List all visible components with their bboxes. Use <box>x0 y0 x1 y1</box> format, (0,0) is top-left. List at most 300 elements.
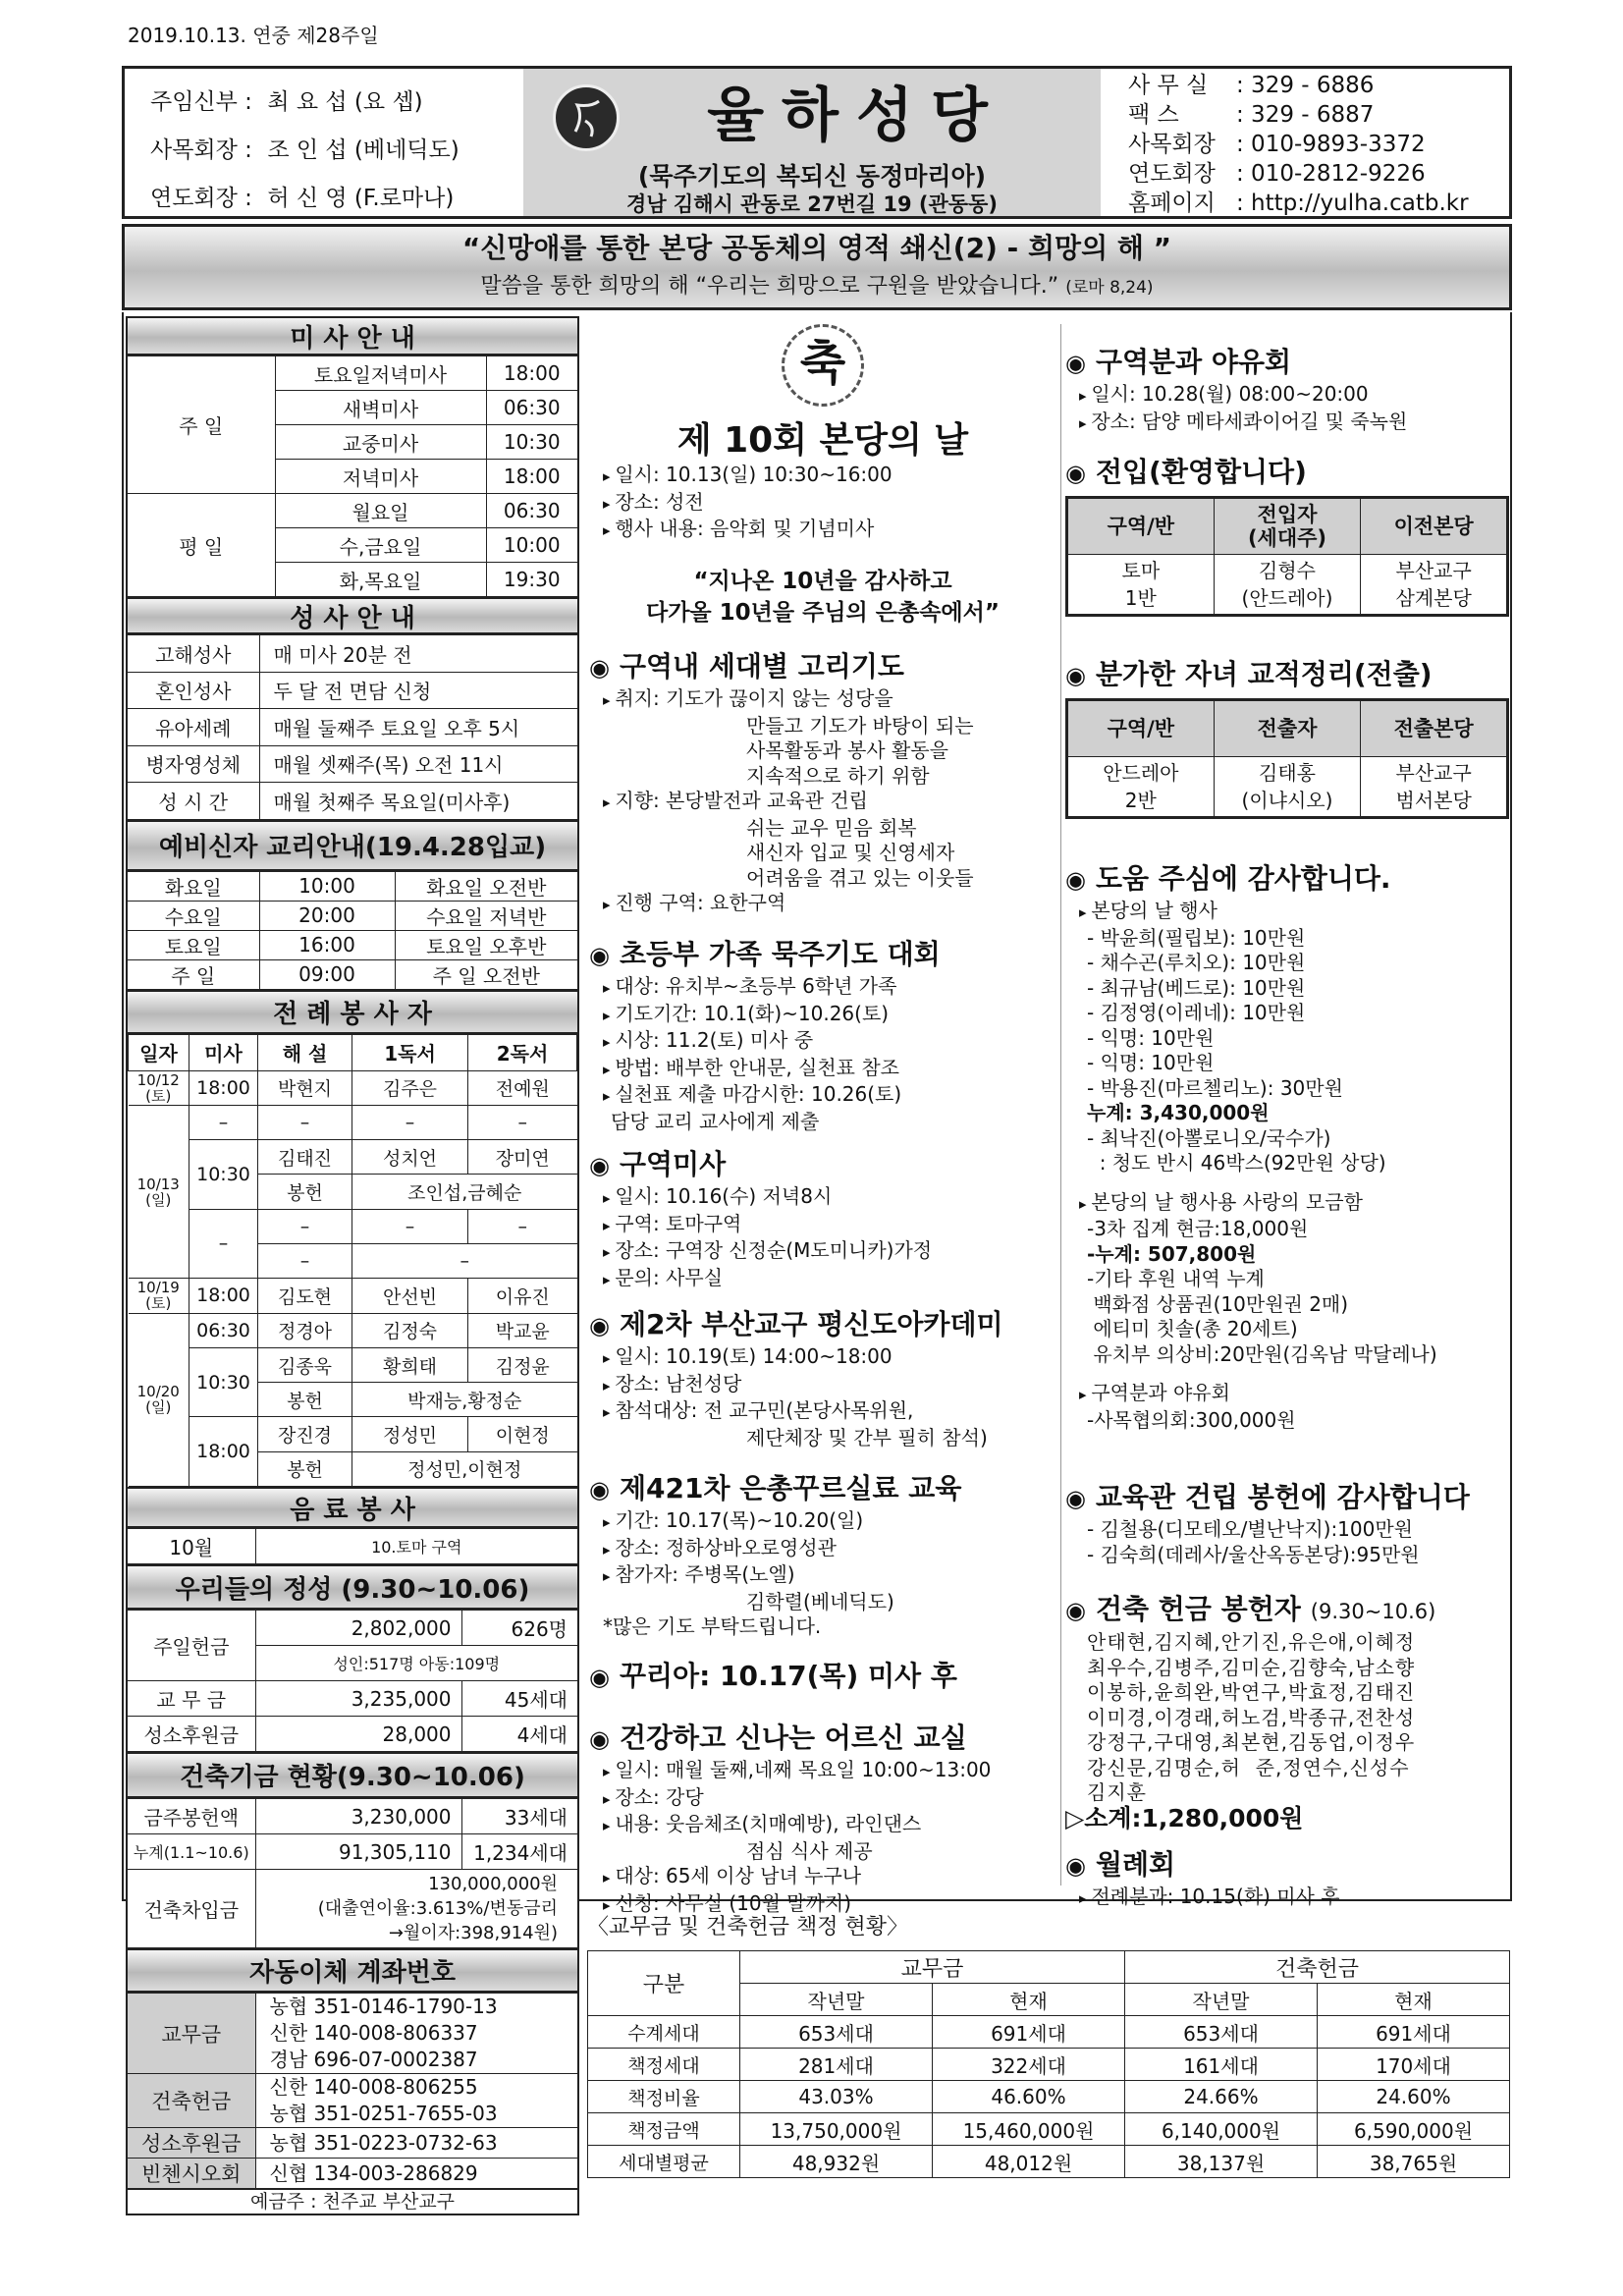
notice-item: 백화점 상품권(10만원권 2매) <box>1087 1291 1349 1316</box>
account-row <box>128 2128 577 2159</box>
church-logo-icon <box>553 84 620 151</box>
quota-row <box>588 2016 1510 2049</box>
name-cell: 이현정 <box>468 1417 577 1451</box>
notice-item: - 김숙희(데레사/울산옥동본당):95만원 <box>1087 1542 1420 1566</box>
mass-time: 10:00 <box>486 528 577 563</box>
section-heading <box>1065 1479 1509 1517</box>
quota-table <box>587 1950 1510 2178</box>
target-bullet-icon: ◉ <box>1065 866 1086 894</box>
contact-value: : 010-9893-3372 <box>1236 132 1426 157</box>
count: 45세대 <box>461 1681 577 1717</box>
sub-header: 현재 <box>933 1984 1125 2016</box>
target-bullet-icon: ◉ <box>1065 1852 1086 1880</box>
sacrament-schedule: 매월 셋째주(목) 오전 11시 <box>259 745 577 783</box>
quota-value: 691세대 <box>933 2016 1125 2049</box>
target-bullet-icon: ◉ <box>589 1152 610 1179</box>
quota-value: 281세대 <box>740 2049 933 2081</box>
account-number: 신한 140-008-806255 <box>269 2075 478 2100</box>
notice-item: 최우수,김병주,김미순,김향숙,남소향 <box>1087 1655 1416 1679</box>
loan-rate: (대출연이율:3.613%/변동금리 <box>317 1898 558 1920</box>
quota-value: 170세대 <box>1318 2049 1510 2081</box>
quota-value: 43.03% <box>740 2081 933 2113</box>
sacrament-name: 유아세례 <box>128 709 259 746</box>
accounts-table <box>128 1993 577 2189</box>
row-label: 책정금액 <box>588 2113 740 2146</box>
notice-section <box>589 648 1056 918</box>
name-cell: 성치언 <box>352 1140 468 1175</box>
role-cell: 봉헌 <box>258 1175 352 1209</box>
name-cell: 박교윤 <box>468 1313 577 1347</box>
notice-table <box>1065 698 1509 819</box>
drinks-header: 음 료 봉 사 <box>128 1487 577 1528</box>
name-cell: – <box>468 1105 577 1139</box>
name-cell: 김주은 <box>352 1070 468 1105</box>
quota-status-section <box>587 1910 1510 2178</box>
section-title: 구역미사 <box>619 1148 727 1180</box>
class-time: 20:00 <box>259 901 395 930</box>
notice-item: ▸ 장소: 강당 <box>589 1785 1056 1813</box>
target-bullet-icon: ◉ <box>1065 460 1086 487</box>
notice-item: - 김정영(이레네): 10만원 <box>1087 1001 1306 1024</box>
amount: 2,802,000 <box>255 1611 461 1646</box>
sacrament-name: 혼인성사 <box>128 672 259 709</box>
theme-title: “신망애를 통한 본당 공동체의 영적 쇄신(2) - 희망의 해 ” <box>461 232 1172 264</box>
count: 4세대 <box>461 1717 577 1752</box>
section-title: 제2차 부산교구 평신도아카데미 <box>619 1308 1003 1340</box>
notice-item: ▷소계:1,280,000원 <box>1065 1803 1304 1832</box>
name-cell: 장미연 <box>468 1140 577 1175</box>
weekday-label: 평 일 <box>128 494 275 597</box>
amount: 3,230,000 <box>255 1799 461 1834</box>
loan-interest: →월이자:398,914원) <box>388 1923 558 1944</box>
staff-label: 주임신부 : <box>150 89 252 115</box>
section-title: 구역내 세대별 고리기도 <box>619 650 904 683</box>
section-heading <box>1065 1591 1509 1630</box>
quota-value: 161세대 <box>1125 2049 1318 2081</box>
col-header: 이전본당 <box>1361 498 1508 555</box>
sunday-label: 주 일 <box>128 356 275 494</box>
anniversary-title: 제 10회 본당의 날 <box>676 420 969 461</box>
class-row <box>128 930 577 959</box>
contact-value: : 329 - 6886 <box>1236 73 1375 98</box>
class-name: 수요일 저녁반 <box>395 901 577 930</box>
mass-time: 18:00 <box>486 460 577 494</box>
sacrament-name: 고해성사 <box>128 635 259 673</box>
quota-value: 6,140,000원 <box>1125 2113 1318 2146</box>
col-header: 전입자 (세대주) <box>1214 498 1361 555</box>
contact-value: : 010-2812-9226 <box>1236 161 1426 187</box>
quota-value: 38,137원 <box>1125 2146 1318 2178</box>
notice-item: 만들고 기도가 바탕이 되는 <box>746 713 974 738</box>
row-label: 주일헌금 <box>128 1611 255 1681</box>
account-number: 경남 696-07-0002387 <box>269 2048 478 2072</box>
section-heading <box>1065 860 1509 899</box>
masthead <box>122 66 1512 219</box>
col-header: 일자 <box>129 1034 189 1070</box>
quota-value: 48,012원 <box>933 2146 1125 2178</box>
corner-header: 구분 <box>588 1951 740 2016</box>
name-cell: – <box>352 1243 577 1278</box>
theme-reference: (로마 8,24) <box>1065 278 1154 298</box>
section-title: 분가한 자녀 교적정리(전출) <box>1095 658 1433 690</box>
class-time: 10:00 <box>259 871 395 901</box>
group-header: 교무금 <box>740 1951 1125 1984</box>
col-header: 전출자 <box>1214 700 1361 757</box>
col-header: 미사 <box>189 1034 258 1070</box>
notice-item: ▸ 시상: 11.2(토) 미사 중 <box>589 1028 1056 1056</box>
attendance-detail: 성인:517명 아동:109명 <box>255 1646 577 1681</box>
section-heading <box>589 936 1056 974</box>
sacrament-schedule: 매 미사 20분 전 <box>259 635 577 673</box>
notice-item: - 박윤희(필립보): 10만원 <box>1087 925 1306 950</box>
row-label: 금주봉헌액 <box>128 1799 255 1834</box>
contact-label: 연도회장 <box>1128 161 1216 187</box>
notice-item: - 최규남(베드로): 10만원 <box>1087 975 1306 1000</box>
row-label: 책정비율 <box>588 2081 740 2113</box>
church-title-block <box>523 69 1101 216</box>
notice-item: 이미경,이경래,허노검,박종규,전찬성 <box>1087 1705 1416 1729</box>
name-cell: 정성민 <box>352 1417 468 1451</box>
notice-section <box>1065 1591 1509 1831</box>
mass-name: 교중미사 <box>275 425 486 460</box>
anniversary-item: ▸ 행사 내용: 음악회 및 기념미사 <box>589 517 1056 544</box>
section-heading <box>1065 344 1509 382</box>
class-day: 주 일 <box>128 959 259 989</box>
loan-amount: 130,000,000원 <box>428 1874 558 1895</box>
contact-label: 사목회장 <box>1128 132 1216 157</box>
staff-row <box>150 175 523 223</box>
count: 33세대 <box>461 1799 577 1834</box>
notice-table <box>1065 496 1509 617</box>
notice-item: - 박용진(마르첼리노): 30만원 <box>1087 1075 1343 1100</box>
notice-section <box>1065 1846 1509 1912</box>
notice-item: 김지훈 <box>1087 1780 1147 1804</box>
contact-value: : 329 - 6887 <box>1236 102 1375 128</box>
drinks-assignee: 10.토마 구역 <box>255 1529 577 1564</box>
mass-time: 19:30 <box>486 563 577 597</box>
celebration-emblem-icon: 축 <box>782 324 864 407</box>
notice-item: ▸ 본당의 날 행사 <box>1065 899 1509 926</box>
quota-value: 24.60% <box>1318 2081 1510 2113</box>
time-cell: 06:30 <box>189 1313 258 1347</box>
table-header-row <box>1067 498 1508 555</box>
notice-item: ▸ 장소: 구역장 신정순(M도미니카)가정 <box>589 1238 1056 1266</box>
notice-item: 이봉하,윤희완,박연구,박효정,김태진 <box>1087 1680 1416 1704</box>
sacrament-table <box>128 634 577 820</box>
account-purpose: 건축헌금 <box>128 2074 255 2128</box>
staff-row <box>150 127 523 175</box>
section-heading <box>589 648 1056 686</box>
table-cell: 부산교구 삼계본당 <box>1361 555 1508 616</box>
offering-table <box>128 1610 577 1752</box>
quota-value: 691세대 <box>1318 2016 1510 2049</box>
mass-time: 06:30 <box>486 391 577 425</box>
account-purpose: 성소후원금 <box>128 2128 255 2159</box>
contact-label: 팩 스 <box>1128 102 1179 128</box>
notice-item: - 익명: 10만원 <box>1087 1025 1215 1050</box>
mass-name: 토요일저녁미사 <box>275 356 486 391</box>
target-bullet-icon: ◉ <box>589 942 610 969</box>
section-title: 건강하고 신나는 어르신 교실 <box>619 1722 967 1754</box>
class-row <box>128 959 577 989</box>
homepage-link[interactable]: : http://yulha.catb.kr <box>1236 191 1469 216</box>
target-bullet-icon: ◉ <box>589 654 610 682</box>
sacrament-row <box>128 672 577 709</box>
notice-item: ▸ 진행 구역: 요한구역 <box>589 891 1056 918</box>
church-address: 경남 김해시 관동로 27번길 19 (관동동) <box>626 192 998 216</box>
section-heading <box>1065 454 1509 492</box>
mass-name: 저녁미사 <box>275 460 486 494</box>
name-cell: 김도현 <box>258 1279 352 1313</box>
notice-item: ▸ 방법: 배부한 안내문, 실천표 참조 <box>589 1056 1056 1083</box>
sacrament-schedule: 매월 둘째주 토요일 오후 5시 <box>259 709 577 746</box>
theme-subtitle: 말씀을 통한 희망의 해 “우리는 희망으로 구원을 받았습니다.” <box>480 274 1059 299</box>
notice-item: ▸ 일시: 10.19(토) 14:00~18:00 <box>589 1344 1056 1372</box>
notice-section <box>589 1658 1056 1696</box>
table-header-row <box>1067 700 1508 757</box>
mass-time: 18:00 <box>486 356 577 391</box>
mass-schedule-header: 미 사 안 내 <box>128 316 577 355</box>
notice-section <box>1065 656 1509 819</box>
section-heading <box>589 1470 1056 1508</box>
quota-value: 48,932원 <box>740 2146 933 2178</box>
notice-item: - 김철용(디모테오/별난낙지):100만원 <box>1087 1517 1413 1541</box>
target-bullet-icon: ◉ <box>1065 350 1086 377</box>
notice-item: : 청도 반시 46박스(92만원 상당) <box>1087 1151 1386 1175</box>
accounts-header: 자동이체 계좌번호 <box>128 1948 577 1993</box>
notice-item: 강신문,김명순,허 준,정연수,신성수 <box>1087 1755 1410 1779</box>
notice-item: ▸ 일시: 매월 둘째,네째 목요일 10:00~13:00 <box>589 1758 1056 1785</box>
name-cell: 김종욱 <box>258 1347 352 1382</box>
time-cell: – <box>189 1209 258 1279</box>
anniversary-section <box>589 314 1056 629</box>
sub-header: 작년말 <box>1125 1984 1318 2016</box>
date-cell: 10/13 (일) <box>129 1105 189 1278</box>
right-column <box>1065 314 1509 1908</box>
quota-row <box>588 2113 1510 2146</box>
section-title: 도움 주심에 감사합니다. <box>1095 862 1391 895</box>
mass-name: 새벽미사 <box>275 391 486 425</box>
contact-list <box>1101 69 1509 216</box>
time-cell: 10:30 <box>189 1140 258 1210</box>
date-cell: 10/12 (토) <box>129 1070 189 1105</box>
notice-item: 새신자 입교 및 신영세자 <box>746 841 955 864</box>
name-cell: 조인섭,금혜순 <box>352 1175 577 1209</box>
notice-section <box>1065 344 1509 436</box>
notice-item: ▸ 장소: 남천성당 <box>589 1372 1056 1399</box>
row-label: 세대별평균 <box>588 2146 740 2178</box>
offering-header: 우리들의 정성 (9.30~10.06) <box>128 1564 577 1610</box>
notice-item: - 익명: 10만원 <box>1087 1051 1215 1074</box>
notice-item: ▸ 대상: 65세 이상 남녀 누구나 <box>589 1864 1056 1891</box>
name-cell: – <box>468 1209 577 1243</box>
quota-row <box>588 2146 1510 2178</box>
notice-item: -기타 후원 내역 누계 <box>1087 1267 1265 1290</box>
quota-row <box>588 2049 1510 2081</box>
row-label: 누계(1.1~10.6) <box>128 1834 255 1870</box>
account-number: 신한 140-008-806337 <box>269 2021 478 2046</box>
mass-schedule-table <box>128 355 577 597</box>
notice-item: 누계: 3,430,000원 <box>1087 1101 1270 1124</box>
name-cell: 안선빈 <box>352 1279 468 1313</box>
name-cell: 황희태 <box>352 1347 468 1382</box>
mass-name: 화,목요일 <box>275 563 486 597</box>
count: 626명 <box>461 1611 577 1646</box>
class-name: 주 일 오전반 <box>395 959 577 989</box>
notice-item: 사목활동과 봉사 활동을 <box>746 738 948 762</box>
quota-value: 13,750,000원 <box>740 2113 933 2146</box>
account-row <box>128 2074 577 2128</box>
name-cell: 전예원 <box>468 1070 577 1105</box>
notice-item: -3차 집계 현금:18,000원 <box>1087 1217 1309 1240</box>
class-day: 토요일 <box>128 930 259 959</box>
section-title: 전입(환영합니다) <box>1095 456 1307 488</box>
target-bullet-icon: ◉ <box>589 1476 610 1503</box>
contact-label: 사 무 실 <box>1128 73 1209 98</box>
building-fund-table <box>128 1798 577 1948</box>
section-heading <box>589 1658 1056 1696</box>
account-row <box>128 1994 577 2074</box>
col-header: 전출본당 <box>1361 700 1508 757</box>
staff-label: 연도회장 : <box>150 186 252 211</box>
church-patron: (묵주기도의 복되신 동정마리아) <box>637 162 987 191</box>
account-purpose: 교무금 <box>128 1994 255 2074</box>
staff-name: 조 인 섭 (베네딕도) <box>267 137 460 163</box>
table-row <box>1067 757 1508 818</box>
mass-name: 수,금요일 <box>275 528 486 563</box>
section-title: 제421차 은총꾸르실료 교육 <box>619 1472 962 1504</box>
quota-value: 653세대 <box>740 2016 933 2049</box>
account-numbers <box>255 1994 577 2074</box>
account-numbers <box>255 2074 577 2128</box>
account-number: 농협 351-0223-0732-63 <box>269 2130 498 2155</box>
notice-section <box>1065 454 1509 617</box>
section-title: 월례회 <box>1095 1848 1176 1881</box>
notice-item: ▸ 참가자: 주병목(노엘) <box>589 1562 1056 1590</box>
section-title: 구역분과 야유회 <box>1095 346 1292 378</box>
notice-item: ▸ 구역분과 야유회 <box>1065 1381 1509 1408</box>
section-heading <box>1065 1846 1509 1885</box>
section-heading <box>589 1146 1056 1184</box>
yearly-theme-banner <box>122 224 1512 310</box>
name-cell: – <box>258 1105 352 1139</box>
church-name: 율하성당 <box>707 82 1005 150</box>
amount: 91,305,110 <box>255 1834 461 1870</box>
notice-item: *많은 기도 부탁드립니다. <box>603 1614 822 1638</box>
target-bullet-icon: ◉ <box>589 1312 610 1339</box>
notice-item: ▸ 실천표 제출 마감시한: 10.26(토) <box>589 1082 1056 1110</box>
row-label: 수계세대 <box>588 2016 740 2049</box>
notice-item: 강정구,구대영,최본현,김동업,이정우 <box>1087 1730 1416 1754</box>
notice-item: 어려움을 겪고 있는 이웃들 <box>746 865 974 890</box>
notice-item: ▸ 대상: 유치부~초등부 6학년 가족 <box>589 974 1056 1002</box>
row-label: 건축차입금 <box>128 1870 255 1948</box>
table-cell: 안드레아 2반 <box>1067 757 1215 818</box>
notice-item: ▸ 기간: 10.17(목)~10.20(일) <box>589 1508 1056 1536</box>
col-header: 구역/반 <box>1067 700 1215 757</box>
staff-list <box>125 69 523 216</box>
table-cell: 김형수 (안드레아) <box>1214 555 1361 616</box>
notice-item: ▸ 문의: 사무실 <box>589 1266 1056 1293</box>
notice-section <box>1065 1479 1509 1567</box>
sacrament-row <box>128 783 577 820</box>
liturgy-servers-table <box>128 1034 577 1488</box>
contact-label: 홈페이지 <box>1128 191 1216 216</box>
table-cell: 김태홍 (이냐시오) <box>1214 757 1361 818</box>
sacrament-header: 성 사 안 내 <box>128 597 577 634</box>
sub-header: 작년말 <box>740 1984 933 2016</box>
notice-item: - 최낙진(아뽈로니오/국수가) <box>1087 1125 1331 1150</box>
quota-value: 15,460,000원 <box>933 2113 1125 2146</box>
count: 1,234세대 <box>461 1834 577 1870</box>
role-cell: 봉헌 <box>258 1383 352 1417</box>
row-label: 교 무 금 <box>128 1681 255 1717</box>
section-title: 초등부 가족 묵주기도 대회 <box>619 938 941 970</box>
section-title: 건축 헌금 봉헌자 <box>1095 1593 1301 1625</box>
notice-item: ▸ 본당의 날 행사용 사랑의 모금함 <box>1065 1190 1509 1218</box>
notice-item: 쉬는 교우 믿음 회복 <box>746 815 917 840</box>
class-time: 09:00 <box>259 959 395 989</box>
table-row <box>1067 555 1508 616</box>
row-label: 성소후원금 <box>128 1717 255 1752</box>
quota-value: 38,765원 <box>1318 2146 1510 2178</box>
name-cell: 박재능,황정순 <box>352 1383 577 1417</box>
notice-section <box>589 1720 1056 1918</box>
target-bullet-icon: ◉ <box>589 1725 610 1753</box>
notice-item: ▸ 전례분과: 10.15(화) 미사 후 <box>1065 1885 1509 1912</box>
notice-item: ▸ 기도기간: 10.1(화)~10.26(토) <box>589 1002 1056 1029</box>
sacrament-schedule: 매월 첫째주 목요일(미사후) <box>259 783 577 820</box>
row-label: 책정세대 <box>588 2049 740 2081</box>
drinks-month: 10월 <box>128 1529 255 1564</box>
notice-item: ▸ 지향: 본당발전과 교육관 건립 <box>589 789 1056 816</box>
notice-item: 담당 교리 교사에게 제출 <box>611 1109 820 1133</box>
account-numbers <box>255 2128 577 2159</box>
quota-title: 〈교무금 및 건축헌금 책정 현황〉 <box>587 1915 908 1940</box>
quota-value: 653세대 <box>1125 2016 1318 2049</box>
col-header: 구역/반 <box>1067 498 1215 555</box>
sub-header: 현재 <box>1318 1984 1510 2016</box>
time-cell: 18:00 <box>189 1417 258 1487</box>
notice-item: - 채수곤(루치오): 10만원 <box>1087 951 1306 974</box>
quota-row <box>588 2081 1510 2113</box>
group-header: 건축헌금 <box>1125 1951 1510 1984</box>
name-cell: 김정숙 <box>352 1313 468 1347</box>
sacrament-row <box>128 635 577 673</box>
notice-item: ▸ 일시: 10.28(월) 08:00~20:00 <box>1065 382 1509 410</box>
staff-row <box>150 79 523 127</box>
section-heading <box>589 1306 1056 1344</box>
target-bullet-icon: ◉ <box>1065 1597 1086 1624</box>
section-heading <box>589 1720 1056 1758</box>
catechumen-table <box>128 871 577 990</box>
class-time: 16:00 <box>259 930 395 959</box>
notice-section <box>589 1146 1056 1292</box>
left-column <box>126 316 579 2215</box>
catechumen-header: 예비신자 교리안내(19.4.28입교) <box>128 820 577 871</box>
class-day: 수요일 <box>128 901 259 930</box>
amount: 28,000 <box>255 1717 461 1752</box>
account-row <box>128 2159 577 2189</box>
account-purpose: 빈첸시오회 <box>128 2159 255 2189</box>
sacrament-row <box>128 709 577 746</box>
table-cell: 부산교구 범서본당 <box>1361 757 1508 818</box>
notice-item: ▸ 구역: 토마구역 <box>589 1212 1056 1239</box>
col-header: 2독서 <box>468 1034 577 1070</box>
sacrament-name: 병자영성체 <box>128 745 259 783</box>
account-number: 신협 134-003-286829 <box>269 2160 478 2185</box>
time-cell: 10:30 <box>189 1347 258 1417</box>
